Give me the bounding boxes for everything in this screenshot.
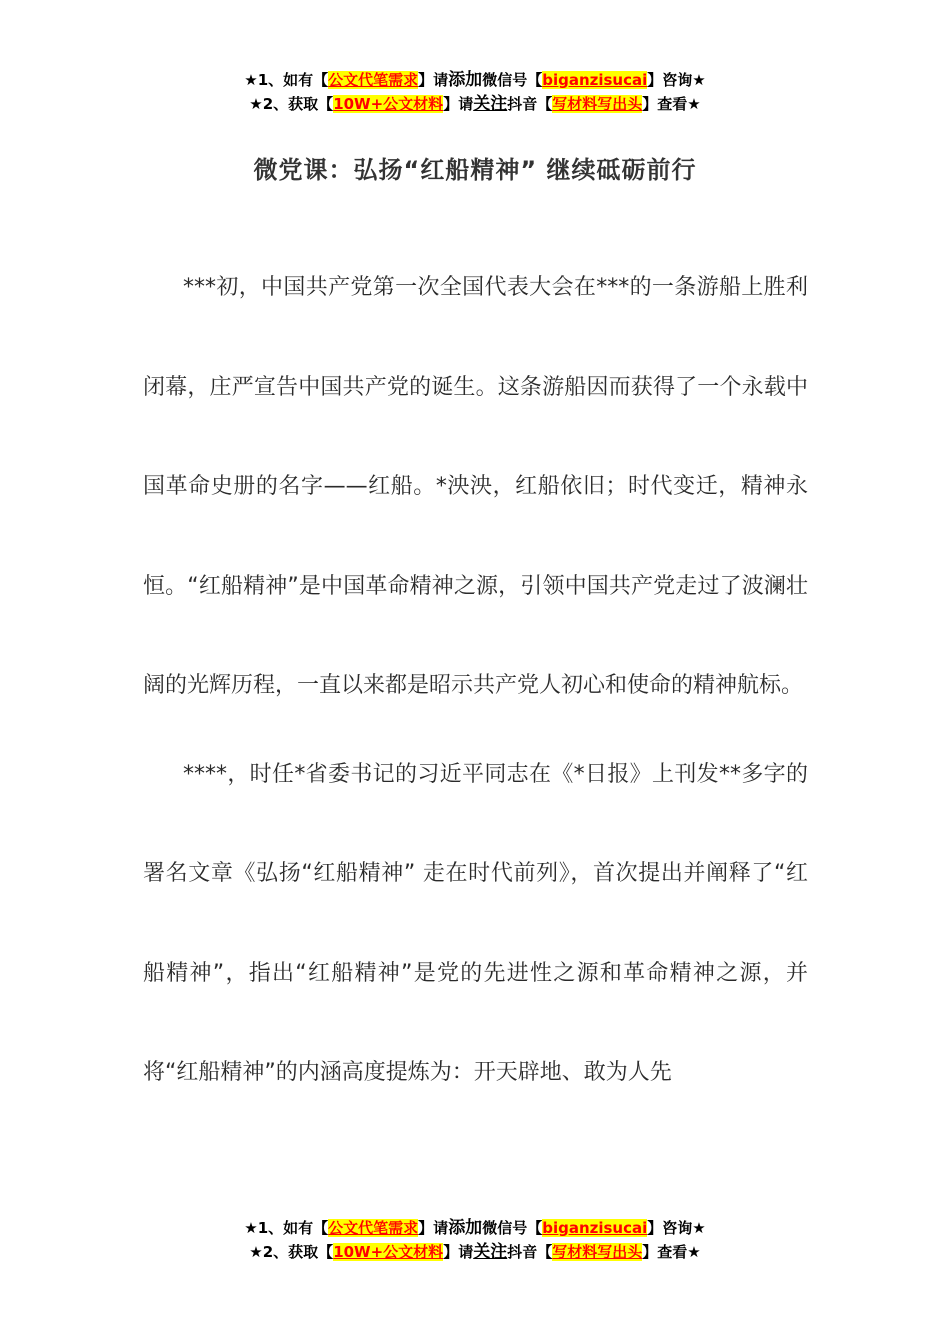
banner-emphasis: 添加 (448, 1218, 483, 1238)
banner-text: 】请 (418, 71, 449, 89)
banner-emphasis: 关注 (473, 94, 508, 114)
footer-banner (0, 1216, 950, 1264)
banner-text: 】请 (443, 95, 474, 113)
banner-line-1 (0, 68, 950, 92)
banner-text: 抖音【 (507, 1243, 553, 1261)
paragraph-1: ***初，中国共产党第一次全国代表大会在***的一条游船上胜利闭幕，庄严宣告中国共产党的诞生。这条游船因而获得了一个永载中国革命史册的名字——红船。*泱泱，红船依旧；时代变迁，精神永恒。“红船精神”是中国革命精神之源，引领中国共产党走过了波澜壮阔的光辉历程，一直以来都是昭示共产党人初心和使命的精神航标。 (143, 275, 808, 698)
banner-line-1 (0, 1216, 950, 1240)
page-title: 微党课：弘扬“红船精神” 继续砥砺前行 (253, 156, 697, 184)
banner-text: 微信号【 (482, 71, 543, 89)
banner-text: 】请 (418, 1219, 449, 1237)
banner-text: 】咨询★ (647, 71, 706, 89)
highlight-materials: 10W+公文材料 (333, 95, 444, 113)
banner-text: ★1、如有【 (244, 71, 329, 89)
highlight-materials: 10W+公文材料 (333, 1243, 444, 1261)
banner-line-2 (0, 92, 950, 116)
banner-text: 抖音【 (507, 95, 553, 113)
douyin-account: 写材料写出头 (552, 95, 643, 113)
banner-text: 】咨询★ (647, 1219, 706, 1237)
banner-emphasis: 关注 (473, 1242, 508, 1262)
douyin-account: 写材料写出头 (552, 1243, 643, 1261)
banner-text: 】查看★ (642, 1243, 701, 1261)
wechat-id: biganzisucai (542, 71, 648, 89)
header-banner (0, 68, 950, 116)
wechat-id: biganzisucai (542, 1219, 648, 1237)
banner-text: 】请 (443, 1243, 474, 1261)
article-body (143, 238, 808, 1123)
banner-text: ★2、获取【 (249, 95, 334, 113)
banner-text: 】查看★ (642, 95, 701, 113)
highlight-service: 公文代笔需求 (328, 1219, 419, 1237)
banner-text: ★1、如有【 (244, 1219, 329, 1237)
banner-line-2 (0, 1240, 950, 1264)
paragraph-2: ****，时任*省委书记的习近平同志在《*日报》上刊发**多字的署名文章《弘扬“红船精神” 走在时代前列》，首次提出并阐释了“红船精神”，指出“红船精神”是党的先进性之源和革命精神之源，并将“红船精神”的内涵高度提炼为：开天辟地、敢为人先 (143, 761, 808, 1085)
banner-text: ★2、获取【 (249, 1243, 334, 1261)
banner-text: 微信号【 (482, 1219, 543, 1237)
banner-emphasis: 添加 (448, 70, 483, 90)
highlight-service: 公文代笔需求 (328, 71, 419, 89)
